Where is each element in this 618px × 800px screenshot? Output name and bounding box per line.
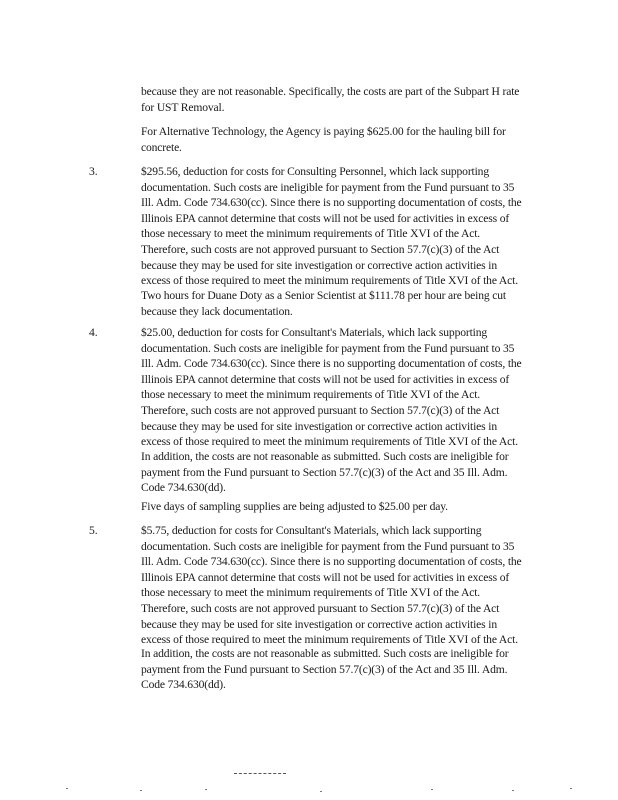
scan-speck — [570, 788, 572, 789]
paragraph-alternative-technology: For Alternative Technology, the Agency is paying $625.00 for the hauling bill for concrete. — [141, 125, 506, 154]
paragraph-duane-doty-hours: Two hours for Duane Doty as a Senior Scientist at $111.78 per hour are being cut because they lack documentation. — [141, 289, 506, 318]
paragraph-sampling-supplies: Five days of sampling supplies are being adjusted to $25.00 per day. — [141, 500, 448, 513]
scan-speck — [140, 790, 142, 791]
item-number-3: 3. — [89, 165, 98, 178]
paragraph-item-4-not-reasonable: In addition, the costs are not reasonable as submitted. Such costs are ineligible for payment from the Fund pursuant to Section 57.7(c)(3) of the Act and 35 Ill. Adm. Code 734.630(dd). — [141, 450, 509, 495]
paragraph-item-4-consultant-materials: $25.00, deduction for costs for Consultant's Materials, which lack supporting documentation. Such costs are ineligible for payment from the Fund pursuant to 35 Ill. Adm. Code 734.630(cc). Since there is no supporting documentation of costs, the Illinois EPA cannot determine that costs will not be used for activities in excess of those necessary to meet the minimum requirements of Title XVI of the Act. Therefore, such costs are not approved pursuant to Section 57.7(c)(3) of the Act because they may be used for site investigation or corrective action activities in excess of those required to meet the minimum requirements of Title XVI of the Act. — [141, 326, 522, 449]
scan-speck — [66, 788, 68, 789]
paragraph-subpart-h-rate: because they are not reasonable. Specifically, the costs are part of the Subpart H rate for UST Removal. — [141, 85, 520, 114]
scan-speck — [431, 789, 433, 790]
paragraph-item-5-not-reasonable: In addition, the costs are not reasonable as submitted. Such costs are ineligible for payment from the Fund pursuant to Section 57.7(c)(3) of the Act and 35 Ill. Adm. Code 734.630(dd). — [141, 647, 509, 692]
paragraph-item-3-consulting-personnel: $295.56, deduction for costs for Consulting Personnel, which lack supporting documentation. Such costs are ineligible for payment from the Fund pursuant to 35 Ill. Adm. Code 734.630(cc). Since there is no supporting documentation of costs, the Illinois EPA cannot determine that costs will not be used for activities in excess of those necessary to meet the minimum requirements of Title XVI of the Act. Therefore, such costs are not approved pursuant to Section 57.7(c)(3) of the Act because they may be used for site investigation or corrective action activities in excess of those required to meet the minimum requirements of Title XVI of the Act. — [141, 165, 522, 288]
scan-speck — [512, 790, 514, 791]
paragraph-item-5-consultant-materials: $5.75, deduction for costs for Consultant's Materials, which lack supporting documentation. Such costs are ineligible for payment from the Fund pursuant to 35 Ill. Adm. Code 734.630(cc). Since there is no supporting documentation of costs, the Illinois EPA cannot determine that costs will not be used for activities in excess of those necessary to meet the minimum requirements of Title XVI of the Act. Therefore, such costs are not approved pursuant to Section 57.7(c)(3) of the Act because they may be used for site investigation or corrective action activities in excess of those required to meet the minimum requirements of Title XVI of the Act. — [141, 524, 522, 647]
item-number-4: 4. — [89, 326, 98, 339]
footer-rule — [234, 773, 286, 774]
scan-speck — [205, 789, 207, 790]
scan-speck — [320, 791, 322, 792]
item-number-5: 5. — [89, 524, 98, 537]
